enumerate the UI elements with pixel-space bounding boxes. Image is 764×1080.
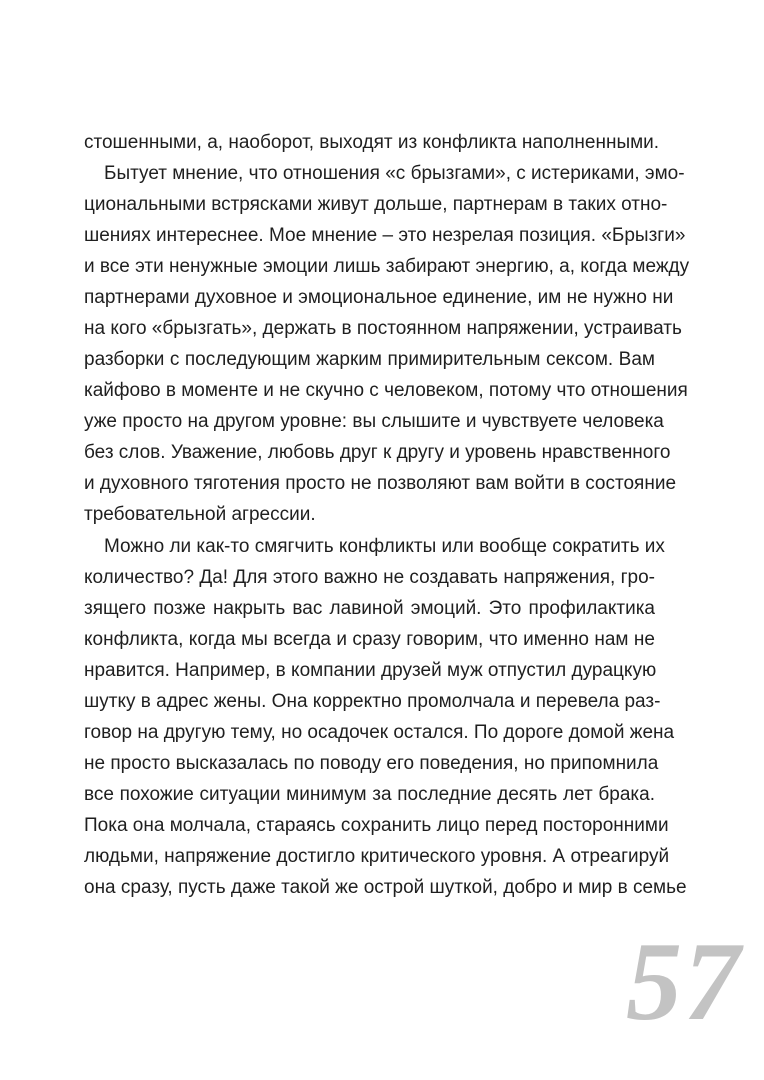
text-line: и все эти ненужные эмоции лишь забирают энергию, а, когда между (84, 256, 690, 277)
text-line: говор на другую тему, но осадочек остался. По дороге домой жена (84, 722, 675, 743)
text-line: людьми, напряжение достигло критического уровня. А отреагируй (84, 846, 670, 867)
text-line: конфликта, когда мы всегда и сразу говорим, что именно нам не (84, 629, 655, 650)
text-line: не просто высказалась по поводу его поведения, но припомнила (84, 753, 659, 774)
text-line: без слов. Уважение, любовь друг к другу и уровень нравственного (84, 442, 671, 463)
page-number: 57 (626, 920, 742, 1044)
text-block-upper (84, 127, 690, 530)
text-line: партнерами духовное и эмоциональное единение, им не нужно ни (84, 287, 674, 308)
text-line: Бытует мнение, что отношения «с брызгами», с истериками, эмо- (104, 163, 685, 184)
text-line: уже просто на другом уровне: вы слышите и чувствуете человека (84, 411, 664, 432)
text-line: Пока она молчала, стараясь сохранить лицо перед посторонними (84, 815, 669, 836)
text-line: шениях интереснее. Мое мнение – это незрелая позиция. «Брызги» (84, 225, 686, 246)
text-line: на кого «брызгать», держать в постоянном напряжении, устраивать (84, 318, 682, 339)
text-line: стошенными, а, наоборот, выходят из конфликта наполненными. (84, 132, 660, 153)
text-line: количество? Да! Для этого важно не создавать напряжения, гро- (84, 567, 655, 588)
text-line: циональными встрясками живут дольше, партнерам в таких отно- (84, 194, 668, 215)
text-line: и духовного тяготения просто не позволяют вам войти в состояние (84, 473, 677, 494)
text-line: шутку в адрес жены. Она корректно промолчала и перевела раз- (84, 691, 661, 712)
text-line: зящего позже накрыть вас лавиной эмоций. Это профилактика (84, 598, 655, 619)
text-line: она сразу, пусть даже такой же острой шуткой, добро и мир в семье (84, 877, 687, 898)
text-block-lower (84, 531, 687, 903)
text-line: требовательной агрессии. (84, 504, 316, 525)
paragraph-continuation (84, 127, 660, 158)
paragraph-splashes (84, 158, 690, 530)
paragraph-conflict-prevention (84, 531, 687, 903)
text-line: нравится. Например, в компании друзей муж отпустил дурацкую (84, 660, 657, 681)
text-line: разборки с последующим жарким примирительным сексом. Вам (84, 349, 655, 370)
text-line: Можно ли как-то смягчить конфликты или вообще сократить их (104, 536, 665, 557)
text-line: кайфово в моменте и не скучно с человеком, потому что отношения (84, 380, 688, 401)
text-line: все похожие ситуации минимум за последние десять лет брака. (84, 784, 655, 805)
